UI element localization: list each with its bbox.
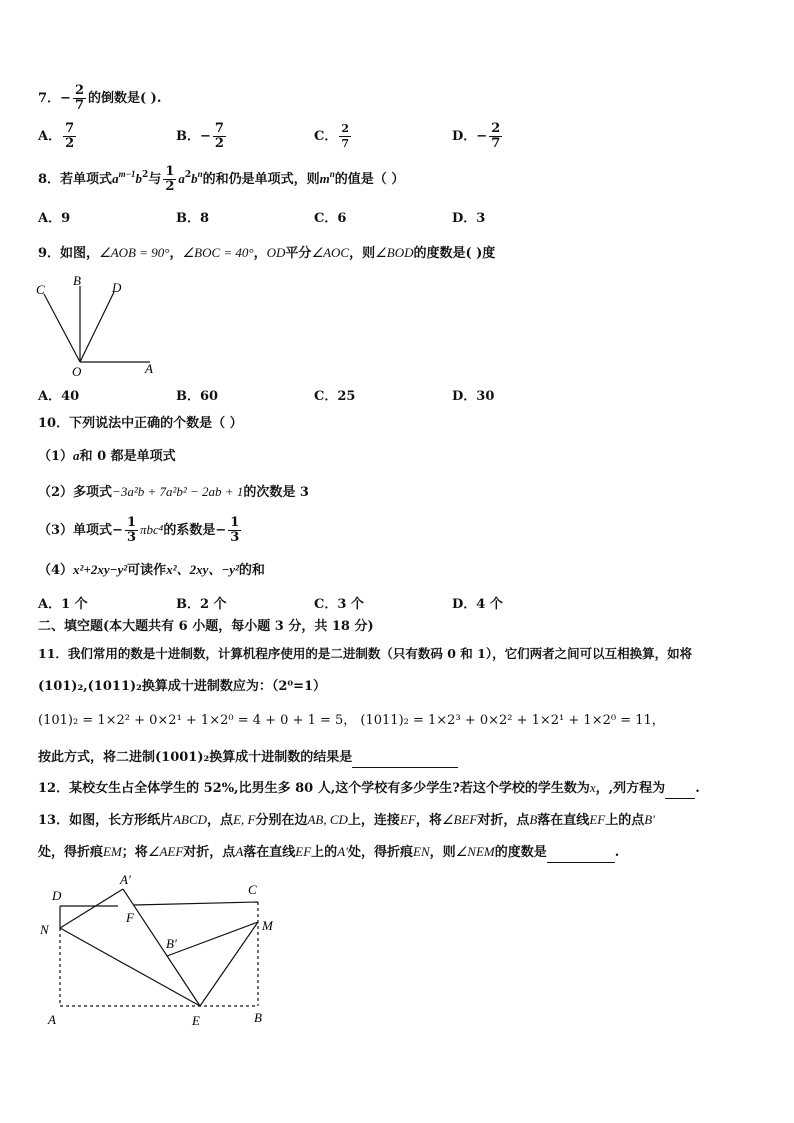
q10-statement-4: （4）x²+2xy−y²可读作x²、2xy、−y²的和 bbox=[38, 562, 265, 578]
q7-text: 的倒数是( ). bbox=[88, 91, 162, 106]
label-o: O bbox=[72, 364, 82, 379]
q9-angle-figure bbox=[30, 272, 170, 380]
label-e: E bbox=[192, 1013, 200, 1028]
ray-od bbox=[80, 292, 114, 362]
q7-number: 7． bbox=[38, 91, 61, 106]
q10-option-d[interactable]: D．4 个 bbox=[452, 597, 503, 612]
q12-stem: 12．某校女生占全体学生的 52%,比男生多 80 人,这个学校有多少学生?若这个学校的学生数为x，,列方程为 . bbox=[38, 779, 700, 799]
q9-option-b[interactable]: B．60 bbox=[176, 389, 219, 404]
edge-na-prime bbox=[60, 889, 123, 928]
q9-option-c[interactable]: C．25 bbox=[314, 389, 356, 404]
label-b: B bbox=[254, 1010, 262, 1025]
label-b: B bbox=[73, 273, 81, 288]
label-d: D bbox=[52, 888, 62, 903]
q10-statement-1: （1）a和 0 都是单项式 bbox=[38, 448, 176, 464]
q13-answer-blank[interactable] bbox=[547, 844, 615, 863]
q8-option-b[interactable]: B．8 bbox=[176, 211, 210, 226]
q7-option-b[interactable]: B．− $\frac{7}{2}$ bbox=[176, 121, 224, 151]
q10-option-b[interactable]: B．2 个 bbox=[176, 597, 227, 612]
q13-line1: 13．如图，长方形纸片ABCD，点E, F分别在边AB, CD上，连接EF，将∠BEF对折，点B落在直线EF上的点B′ bbox=[38, 812, 656, 828]
label-n: N bbox=[40, 922, 49, 937]
crease-em bbox=[200, 922, 258, 1006]
label-d: D bbox=[112, 280, 122, 295]
q11-line4: 按此方式，将二进制(1001)₂换算成十进制数的结果是 bbox=[38, 749, 458, 768]
label-b-prime: B′ bbox=[166, 936, 177, 951]
q11-line1: 11．我们常用的数是十进制数，计算机程序使用的是二进制数（只有数码 0 和 1），它们两者之间可以互相换算，如将 bbox=[38, 646, 693, 661]
q7-option-c[interactable]: C． $\frac{2}{7}$ bbox=[314, 122, 350, 150]
q8-option-c[interactable]: C．6 bbox=[314, 211, 347, 226]
label-m: M bbox=[262, 918, 273, 933]
section-heading-fill-blank: 二、填空题(本大题共有 6 小题，每小题 3 分，共 18 分) bbox=[38, 619, 374, 634]
q9-stem: 9．如图，∠AOB = 90°，∠BOC = 40°，OD平分∠AOC，则∠BOD的度数是( )度 bbox=[38, 245, 496, 261]
q11-line2: (101)₂,(1011)₂换算成十进制数应为：（2⁰=1） bbox=[38, 679, 327, 694]
label-c: C bbox=[248, 882, 257, 897]
q12-answer-blank[interactable] bbox=[665, 780, 695, 799]
q7-neg: − bbox=[60, 91, 71, 106]
q9-option-a[interactable]: A．40 bbox=[38, 389, 80, 404]
label-f: F bbox=[126, 910, 134, 925]
q7-stem bbox=[38, 84, 161, 113]
q7-option-d[interactable]: D．− $\frac{2}{7}$ bbox=[452, 121, 501, 151]
q10-statement-2: （2）多项式−3a²b + 7a²b² − 2ab + 1的次数是 3 bbox=[38, 484, 309, 500]
q8-option-a[interactable]: A．9 bbox=[38, 211, 71, 226]
edge-mb-prime bbox=[167, 922, 258, 956]
q9-option-d[interactable]: D．30 bbox=[452, 389, 495, 404]
q10-stem: 10．下列说法中正确的个数是（ ） bbox=[38, 416, 243, 431]
q11-answer-blank[interactable] bbox=[352, 749, 458, 768]
q13-line2: 处，得折痕EM；将∠AEF对折，点A落在直线EF上的A′处，得折痕EN，则∠NEM的度数是 . bbox=[38, 843, 619, 863]
q8-option-d[interactable]: D．3 bbox=[452, 211, 486, 226]
label-a: A bbox=[48, 1012, 56, 1027]
q10-option-a[interactable]: A．1 个 bbox=[38, 597, 88, 612]
q7-option-a[interactable]: A． $\frac{7}{2}$ bbox=[38, 121, 75, 151]
q10-statement-3: （3）单项式− $\frac{1}{3}$ πbc⁴的系数是− $\frac{1}{3}$ bbox=[38, 515, 240, 545]
label-a: A bbox=[145, 361, 153, 376]
q8-stem: 8．若单项式$a^{m-1}b^2$与 $\frac{1}{2}$ $a^2b^n$的和仍是单项式，则$m^n$的值是（ ） bbox=[38, 164, 405, 194]
crease-ne bbox=[60, 928, 200, 1006]
q13-folding-figure bbox=[36, 872, 296, 1032]
label-c: C bbox=[36, 282, 45, 297]
q11-example-formula: (101)₂ = 1×2² + 0×2¹ + 1×2⁰ = 4 + 0 + 1 = 5， (1011)₂ = 1×2³ + 0×2² + 1×2¹ + 1×2⁰ = 11， bbox=[38, 713, 665, 728]
ray-oc bbox=[44, 294, 80, 362]
q7-fraction: $\frac{2}{7}$ bbox=[74, 83, 84, 113]
q10-option-c[interactable]: C．3 个 bbox=[314, 597, 364, 612]
label-a-prime: A′ bbox=[120, 872, 131, 887]
edge-fc bbox=[134, 902, 258, 905]
